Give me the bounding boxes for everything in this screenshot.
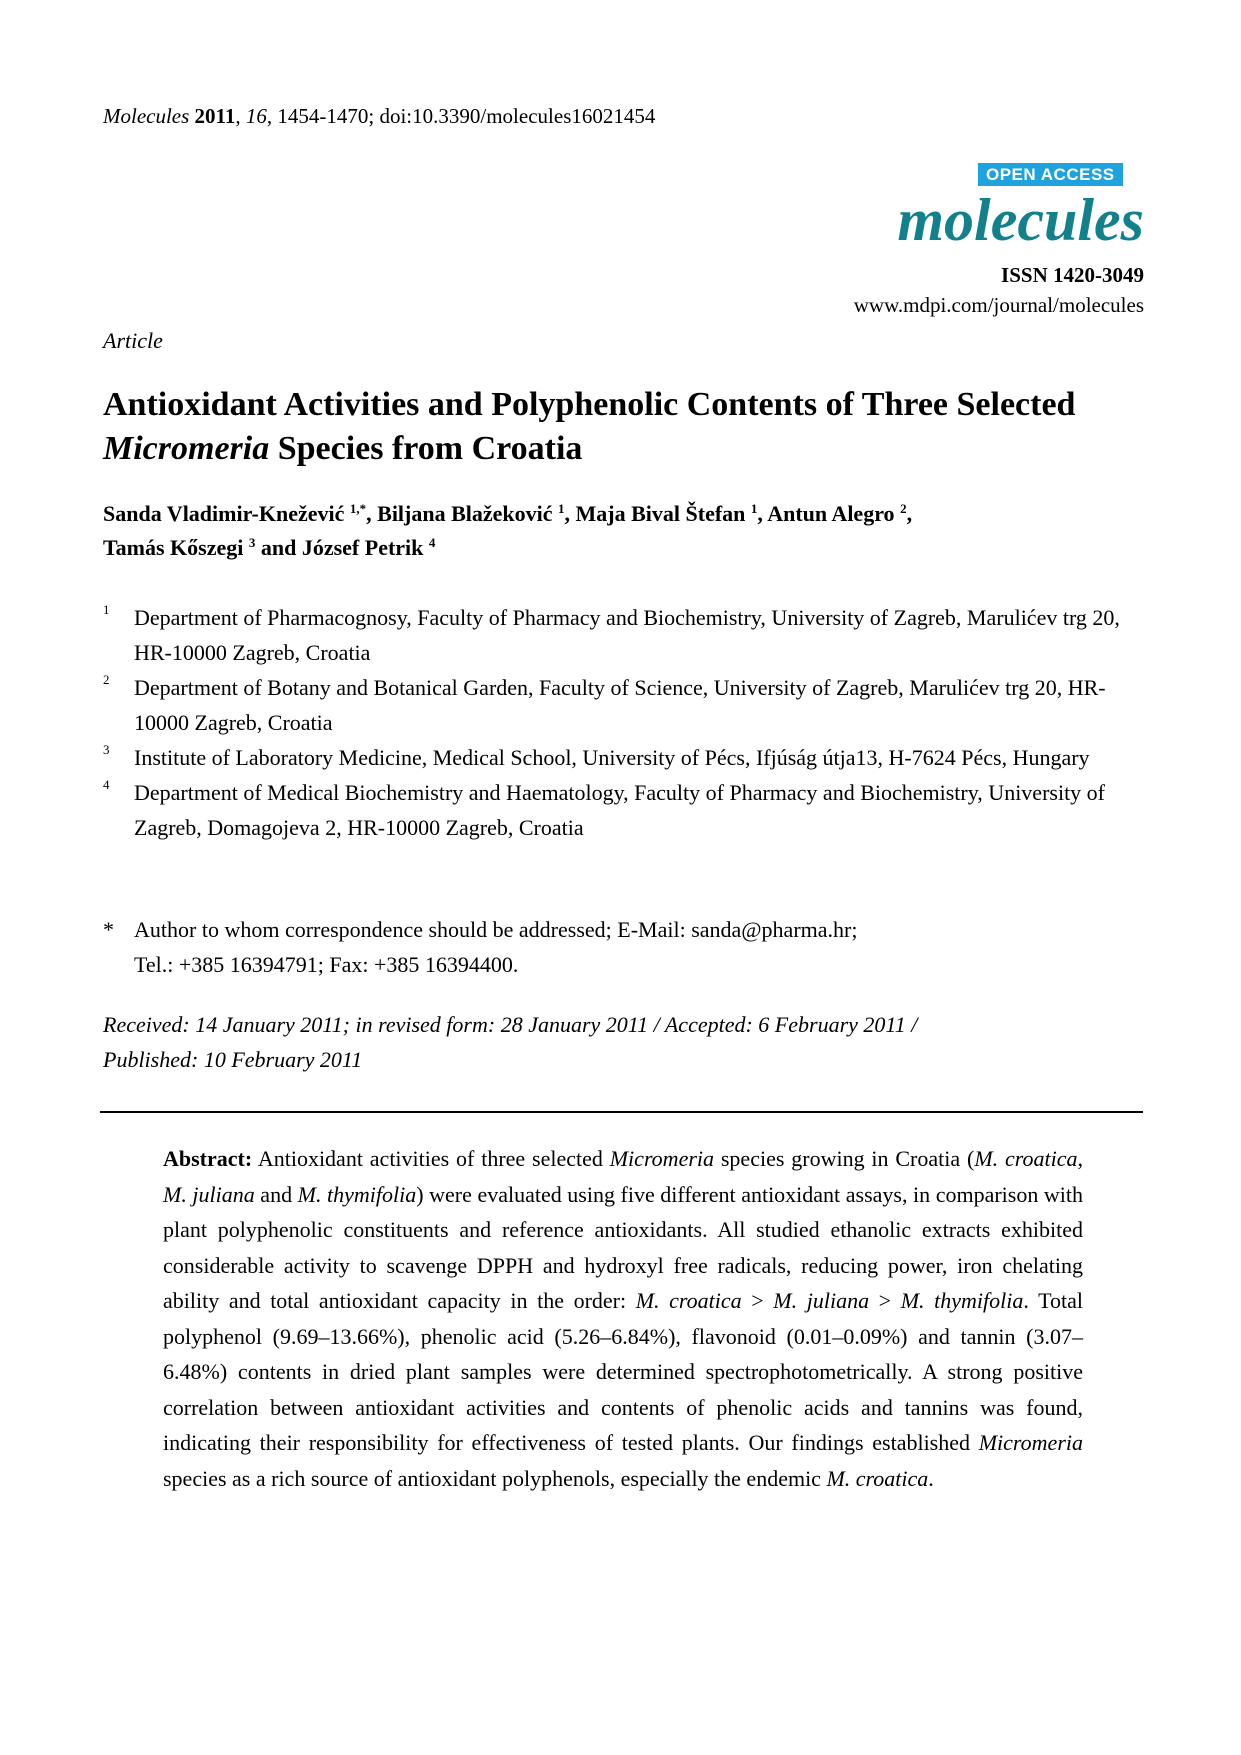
affiliation-text: Department of Pharmacognosy, Faculty of Pharmacy and Biochemistry, University of Zagreb, Marulićev trg 20, HR-10000 Zagreb, Croatia xyxy=(134,605,1120,665)
author-affiliation-mark: 1 xyxy=(558,501,565,516)
abstract-italic: Micromeria xyxy=(978,1430,1083,1455)
author-affiliation-mark: 2 xyxy=(900,501,907,516)
author xyxy=(302,535,436,560)
author-separator: , xyxy=(366,501,378,526)
abstract-italic: M. juliana xyxy=(163,1181,255,1207)
abstract xyxy=(163,1141,1083,1496)
affiliation-text: Institute of Laboratory Medicine, Medical School, University of Pécs, Ifjúság útja13, H-7624 Pécs, Hungary xyxy=(134,745,1090,770)
citation-journal: Molecules xyxy=(103,104,190,128)
affiliation-number: 2 xyxy=(103,672,110,687)
author-name: Sanda Vladimir-Knežević xyxy=(103,501,345,526)
abstract-italic: M. thymifolia xyxy=(900,1288,1024,1313)
section-divider xyxy=(100,1111,1143,1113)
author-affiliation-mark: 3 xyxy=(248,535,256,550)
publication-dates xyxy=(103,1007,1143,1077)
abstract-text: species growing in Croatia ( xyxy=(714,1146,975,1171)
author xyxy=(377,501,575,526)
dates-line2: Published: 10 February 2011 xyxy=(103,1047,363,1072)
affiliation-text: Department of Botany and Botanical Garden, Faculty of Science, University of Zagreb, Marulićev trg 20, HR-10000 Zagreb, Croatia xyxy=(134,675,1106,735)
title-part1: Antioxidant Activities and Polyphenolic Contents of Three Selected xyxy=(103,386,1076,423)
abstract-text: , xyxy=(1077,1146,1083,1171)
citation-rest: , 1454-1470; doi:10.3390/molecules16021454 xyxy=(266,104,656,128)
author-name: Antun Alegro xyxy=(767,501,895,526)
title-italic: Micromeria xyxy=(103,430,270,467)
author xyxy=(576,501,768,526)
affiliation-item xyxy=(103,600,1143,670)
abstract-text: species as a rich source of antioxidant polyphenols, especially the endemic xyxy=(163,1465,827,1491)
author-affiliation-mark: 1,* xyxy=(349,501,367,516)
affiliation-number: 3 xyxy=(103,742,110,757)
abstract-text: > xyxy=(741,1288,774,1313)
affiliation-list xyxy=(103,600,1143,845)
abstract-italic: M. juliana xyxy=(773,1288,870,1313)
title-part2: Species from Croatia xyxy=(269,430,583,467)
abstract-text: Antioxidant activities of three selected xyxy=(252,1146,610,1171)
affiliation-item xyxy=(103,775,1143,845)
article-type: Article xyxy=(103,328,163,353)
abstract-text: . Total polyphenol (9.69–13.66%), phenolic acid (5.26–6.84%), flavonoid (0.01–0.09%) and tannin (3.07–6.48%) contents in dried plant samples were determined spectrophotometrically. A strong positive correlation between antioxidant activities and contents of phenolic acids and tannins was found, indicating their responsibility for effectiveness of tested plants. Our findings established xyxy=(163,1288,1083,1455)
correspondence-note xyxy=(103,912,1143,982)
abstract-italic: M. thymifolia xyxy=(297,1181,417,1207)
journal-url[interactable]: www.mdpi.com/journal/molecules xyxy=(853,293,1144,317)
correspondence-star: * xyxy=(103,917,114,942)
affiliation-number: 4 xyxy=(103,777,110,792)
author-separator: , xyxy=(757,501,768,526)
abstract-text: and xyxy=(254,1181,298,1207)
abstract-italic: M. croatica xyxy=(635,1288,742,1313)
affiliation-item xyxy=(103,670,1143,740)
citation-year: 2011 xyxy=(194,104,236,128)
paper-title xyxy=(103,383,1143,471)
abstract-italic: M. croatica xyxy=(826,1465,929,1491)
correspondence-line2: Tel.: +385 16394791; Fax: +385 16394400. xyxy=(134,952,519,977)
abstract-text: ) were evaluated using five different antioxidant assays, in comparison with plant polyphenolic constituents and reference antioxidants. All studied ethanolic extracts exhibited considerable activity to scavenge DPPH and hydroxyl free radicals, reducing power, iron chelating ability and total antioxidant capacity in the order: xyxy=(163,1181,1084,1313)
author-separator: , xyxy=(564,501,576,526)
citation-line: Molecules 2011, 16, 1454-1470; doi:10.3390/molecules16021454 xyxy=(103,104,656,128)
author-separator: and xyxy=(255,535,302,560)
author-affiliation-mark: 4 xyxy=(428,535,436,550)
dates-line1: Received: 14 January 2011; in revised form: 28 January 2011 / Accepted: 6 February 2011 / xyxy=(103,1012,918,1037)
abstract-text: > xyxy=(869,1288,901,1313)
author-separator: , xyxy=(906,501,913,526)
author-name: Biljana Blažeković xyxy=(377,501,553,526)
abstract-italic: M. croatica xyxy=(974,1146,1078,1171)
abstract-italic: Micromeria xyxy=(609,1146,715,1171)
abstract-text: . xyxy=(928,1465,934,1491)
affiliation-text: Department of Medical Biochemistry and Haematology, Faculty of Pharmacy and Biochemistry, University of Zagreb, Domagojeva 2, HR-10000 Zagreb, Croatia xyxy=(134,780,1106,840)
author xyxy=(103,535,302,560)
author-list xyxy=(103,497,1143,565)
author-name: Tamás Kőszegi xyxy=(103,535,244,560)
issn: ISSN 1420-3049 xyxy=(1001,263,1144,287)
abstract-label: Abstract: xyxy=(163,1146,253,1171)
author-name: József Petrik xyxy=(301,535,424,560)
citation-volume: 16 xyxy=(245,104,267,128)
affiliation-item xyxy=(103,740,1143,775)
correspondence-line1: Author to whom correspondence should be addressed; E-Mail: sanda@pharma.hr; xyxy=(134,917,858,942)
open-access-badge: OPEN ACCESS xyxy=(978,163,1123,186)
affiliation-number: 1 xyxy=(103,602,110,617)
author-affiliation-mark: 1 xyxy=(750,501,758,516)
journal-logo: molecules xyxy=(897,187,1144,253)
author-name: Maja Bival Štefan xyxy=(575,501,746,526)
author xyxy=(767,501,912,526)
author xyxy=(103,501,377,526)
